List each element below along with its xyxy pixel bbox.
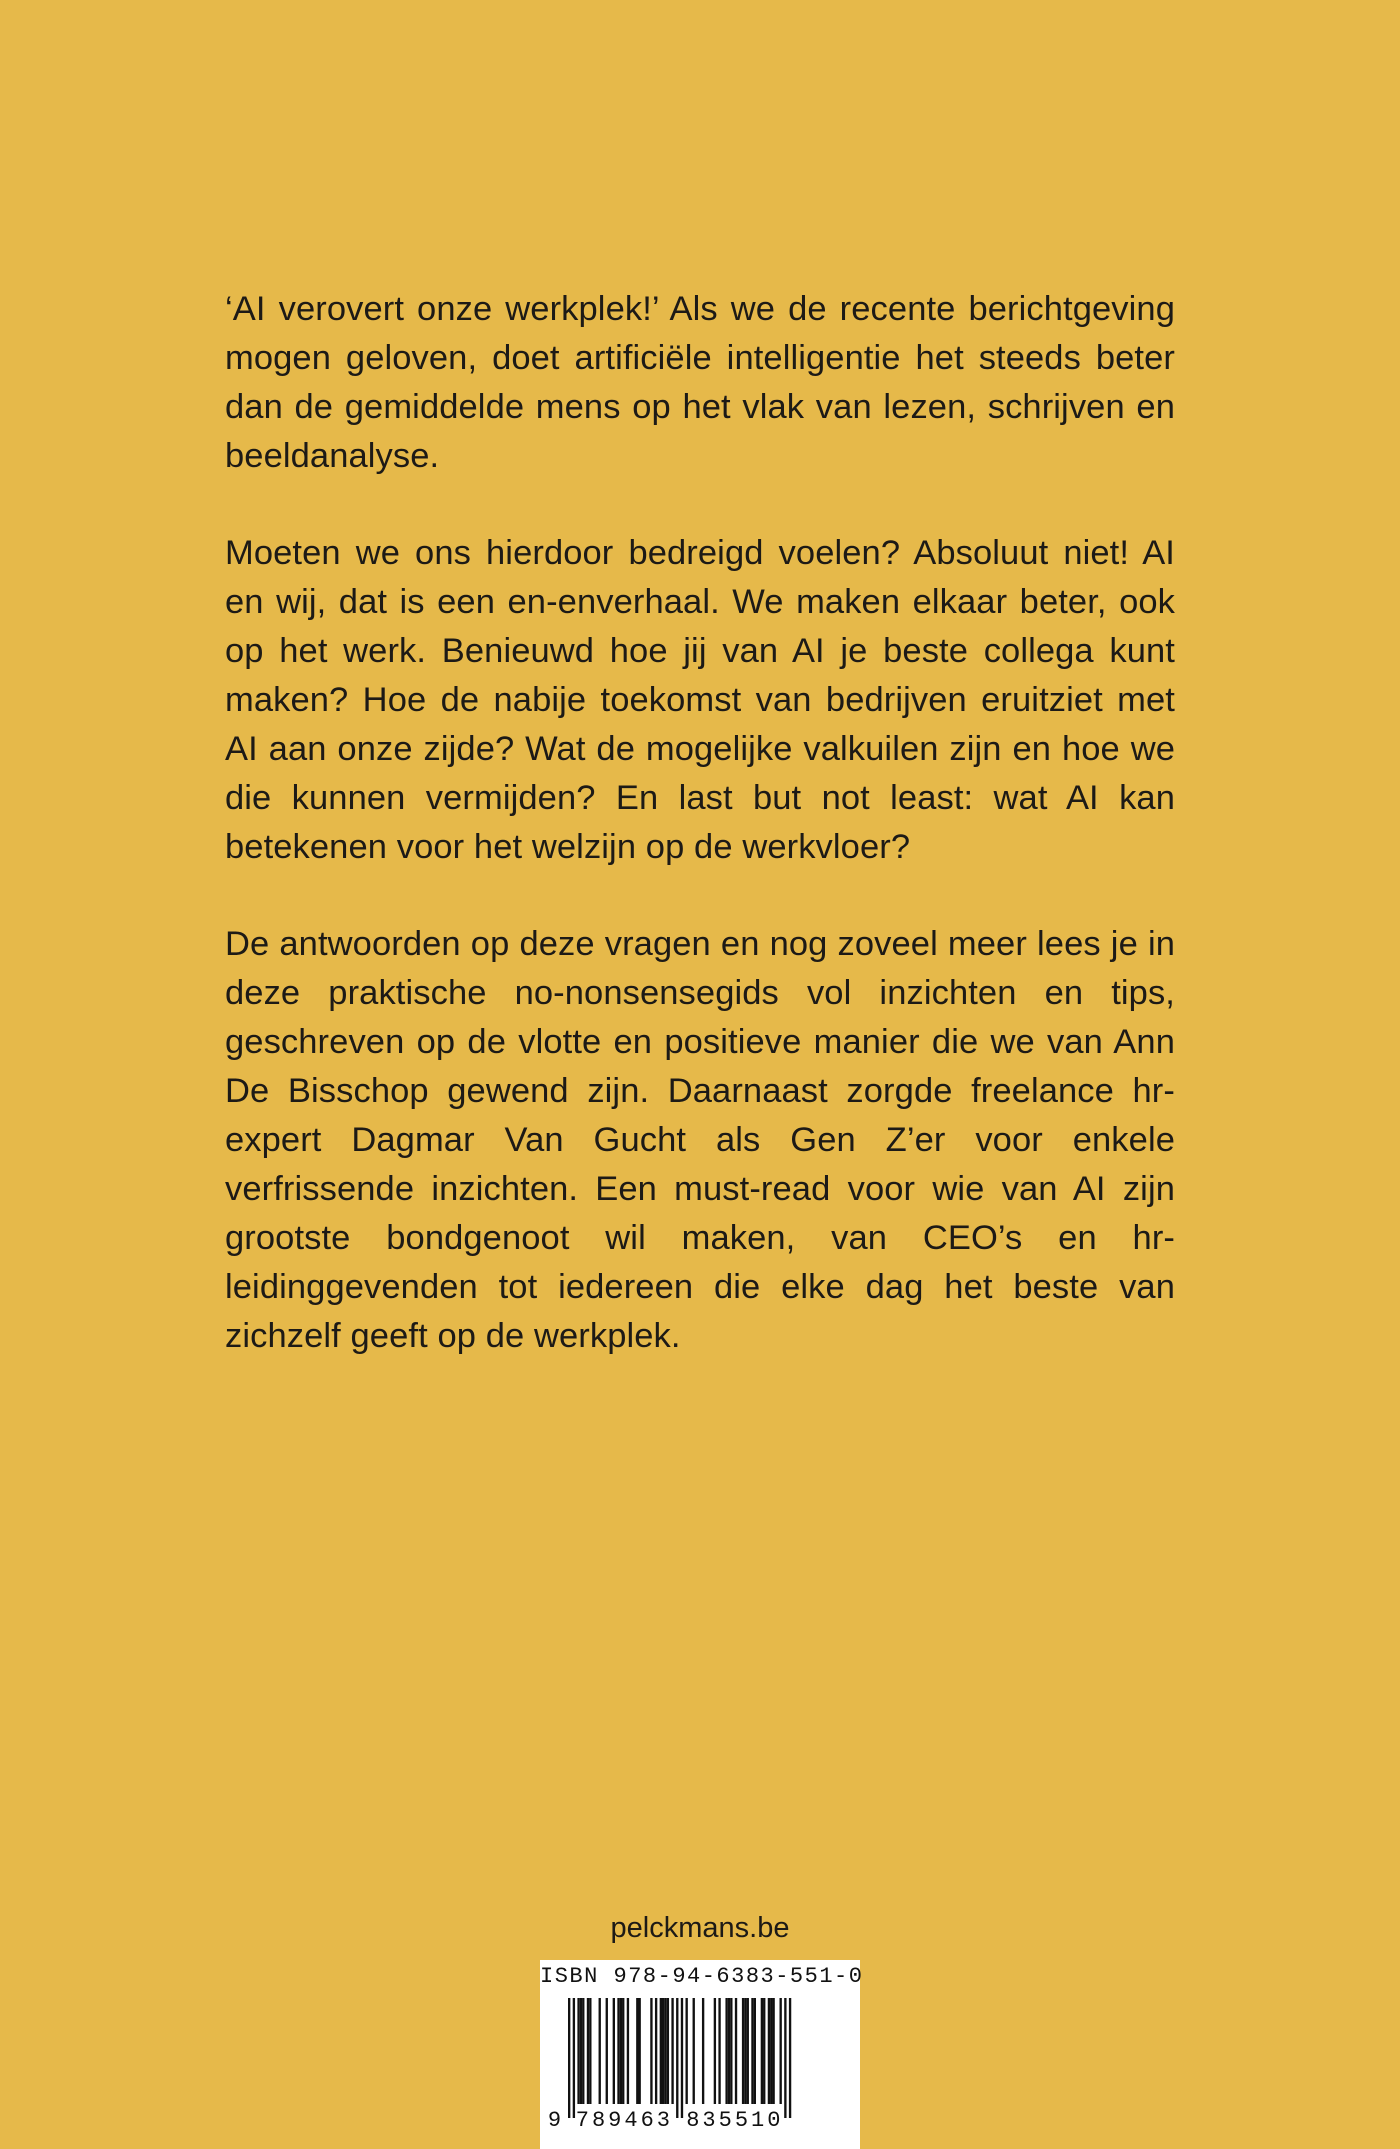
barcode-bar <box>686 1998 688 2104</box>
barcode-bar <box>770 1998 772 2104</box>
barcode-left-digits: 789463 <box>575 2108 674 2133</box>
barcode-bar <box>639 1998 641 2104</box>
barcode-bar <box>667 1998 669 2104</box>
isbn-label: ISBN 978-94-6383-551-0 <box>540 1964 864 1989</box>
blurb-paragraph-2: Moeten we ons hierdoor bedreigd voelen? Absoluut niet! AI en wij, dat is een en-enverhaal. We maken elkaar beter, ook op het werk. Benieuwd hoe jij van AI je beste collega kunt maken? Hoe de nabije toekomst van bedrijven eruitziet met AI aan onze zijde? Wat de mogelijke valkuilen zijn en hoe we die kunnen vermijden? En last but not least: wat AI kan betekenen voor het welzijn op de werkvloer? <box>225 534 1175 866</box>
barcode-bar <box>587 1998 589 2104</box>
barcode-bar <box>660 1998 662 2104</box>
barcode-bar <box>664 1998 666 2104</box>
barcode-guard-bar <box>789 1998 791 2118</box>
barcode-bar <box>714 1998 716 2104</box>
barcode-bar <box>772 1998 774 2104</box>
blurb-paragraph-1: ‘AI verovert onze werkplek!’ Als we de recente berichtgeving mogen geloven, doet artificiële intelligentie het steeds beter dan de gemiddelde mens op het vlak van lezen, schrijven en beeldanalyse. <box>225 290 1175 475</box>
barcode-bar <box>725 1998 727 2104</box>
barcode-guard-bar <box>784 1998 786 2118</box>
barcode-bar <box>613 1998 615 2104</box>
barcode-bar <box>702 1998 704 2104</box>
barcode-guard-bar <box>568 1998 570 2118</box>
barcode-bar <box>747 1998 749 2104</box>
barcode-bar <box>780 1998 782 2104</box>
barcode-bar <box>636 1998 638 2104</box>
barcode-bar <box>671 1998 673 2104</box>
barcode-bar <box>735 1998 737 2104</box>
barcode-bar <box>730 1998 732 2104</box>
blurb-text <box>225 285 1175 1409</box>
barcode-first-digit: 9 <box>547 2108 565 2133</box>
publisher-url: pelckmans.be <box>610 1912 790 1944</box>
barcode-image <box>540 1994 860 2149</box>
barcode-bar <box>655 1998 657 2104</box>
barcode-bar <box>761 1998 763 2104</box>
barcode-bar <box>662 1998 664 2104</box>
barcode-bar <box>650 1998 652 2104</box>
barcode-bar <box>620 1998 622 2104</box>
barcode-bar <box>589 1998 591 2104</box>
barcode-bar <box>754 1998 756 2104</box>
barcode-bar <box>751 1998 753 2104</box>
barcode-bar <box>742 1998 744 2104</box>
barcode-bar <box>577 1998 579 2104</box>
barcode-bar <box>580 1998 582 2104</box>
barcode-bar <box>617 1998 619 2104</box>
barcode-guard-bar <box>681 1998 683 2118</box>
barcode-bar <box>582 1998 584 2104</box>
blurb-paragraph-3: De antwoorden op deze vragen en nog zoveel meer lees je in deze praktische no-nonsensegids vol inzichten en tips, geschreven op de vlotte en positieve manier die we van Ann De Bisschop gewend zijn. Daarnaast zorgde freelance hr-expert Dagmar Van Gucht als Gen Z’er voor enkele verfrissende inzichten. Een must-read voor wie van AI zijn grootste bondgenoot wil maken, van CEO’s en hr-leidinggevenden tot iedereen die elke dag het beste van zichzelf geeft op de werkplek. <box>225 925 1175 1355</box>
isbn-barcode <box>540 1960 864 2149</box>
barcode-bar <box>599 1998 601 2104</box>
barcode-right-digits: 835510 <box>686 2108 784 2133</box>
barcode-bar <box>606 1998 608 2104</box>
barcode-bar <box>744 1998 746 2104</box>
barcode-bar <box>622 1998 624 2104</box>
barcode-bar <box>763 1998 765 2104</box>
barcode-guard-bar <box>573 1998 575 2118</box>
barcode-bar <box>627 1998 629 2104</box>
barcode-bar <box>718 1998 720 2104</box>
barcode-bar <box>693 1998 695 2104</box>
barcode-bar <box>728 1998 730 2104</box>
barcode-guard-bar <box>676 1998 678 2118</box>
barcode-bar <box>768 1998 770 2104</box>
